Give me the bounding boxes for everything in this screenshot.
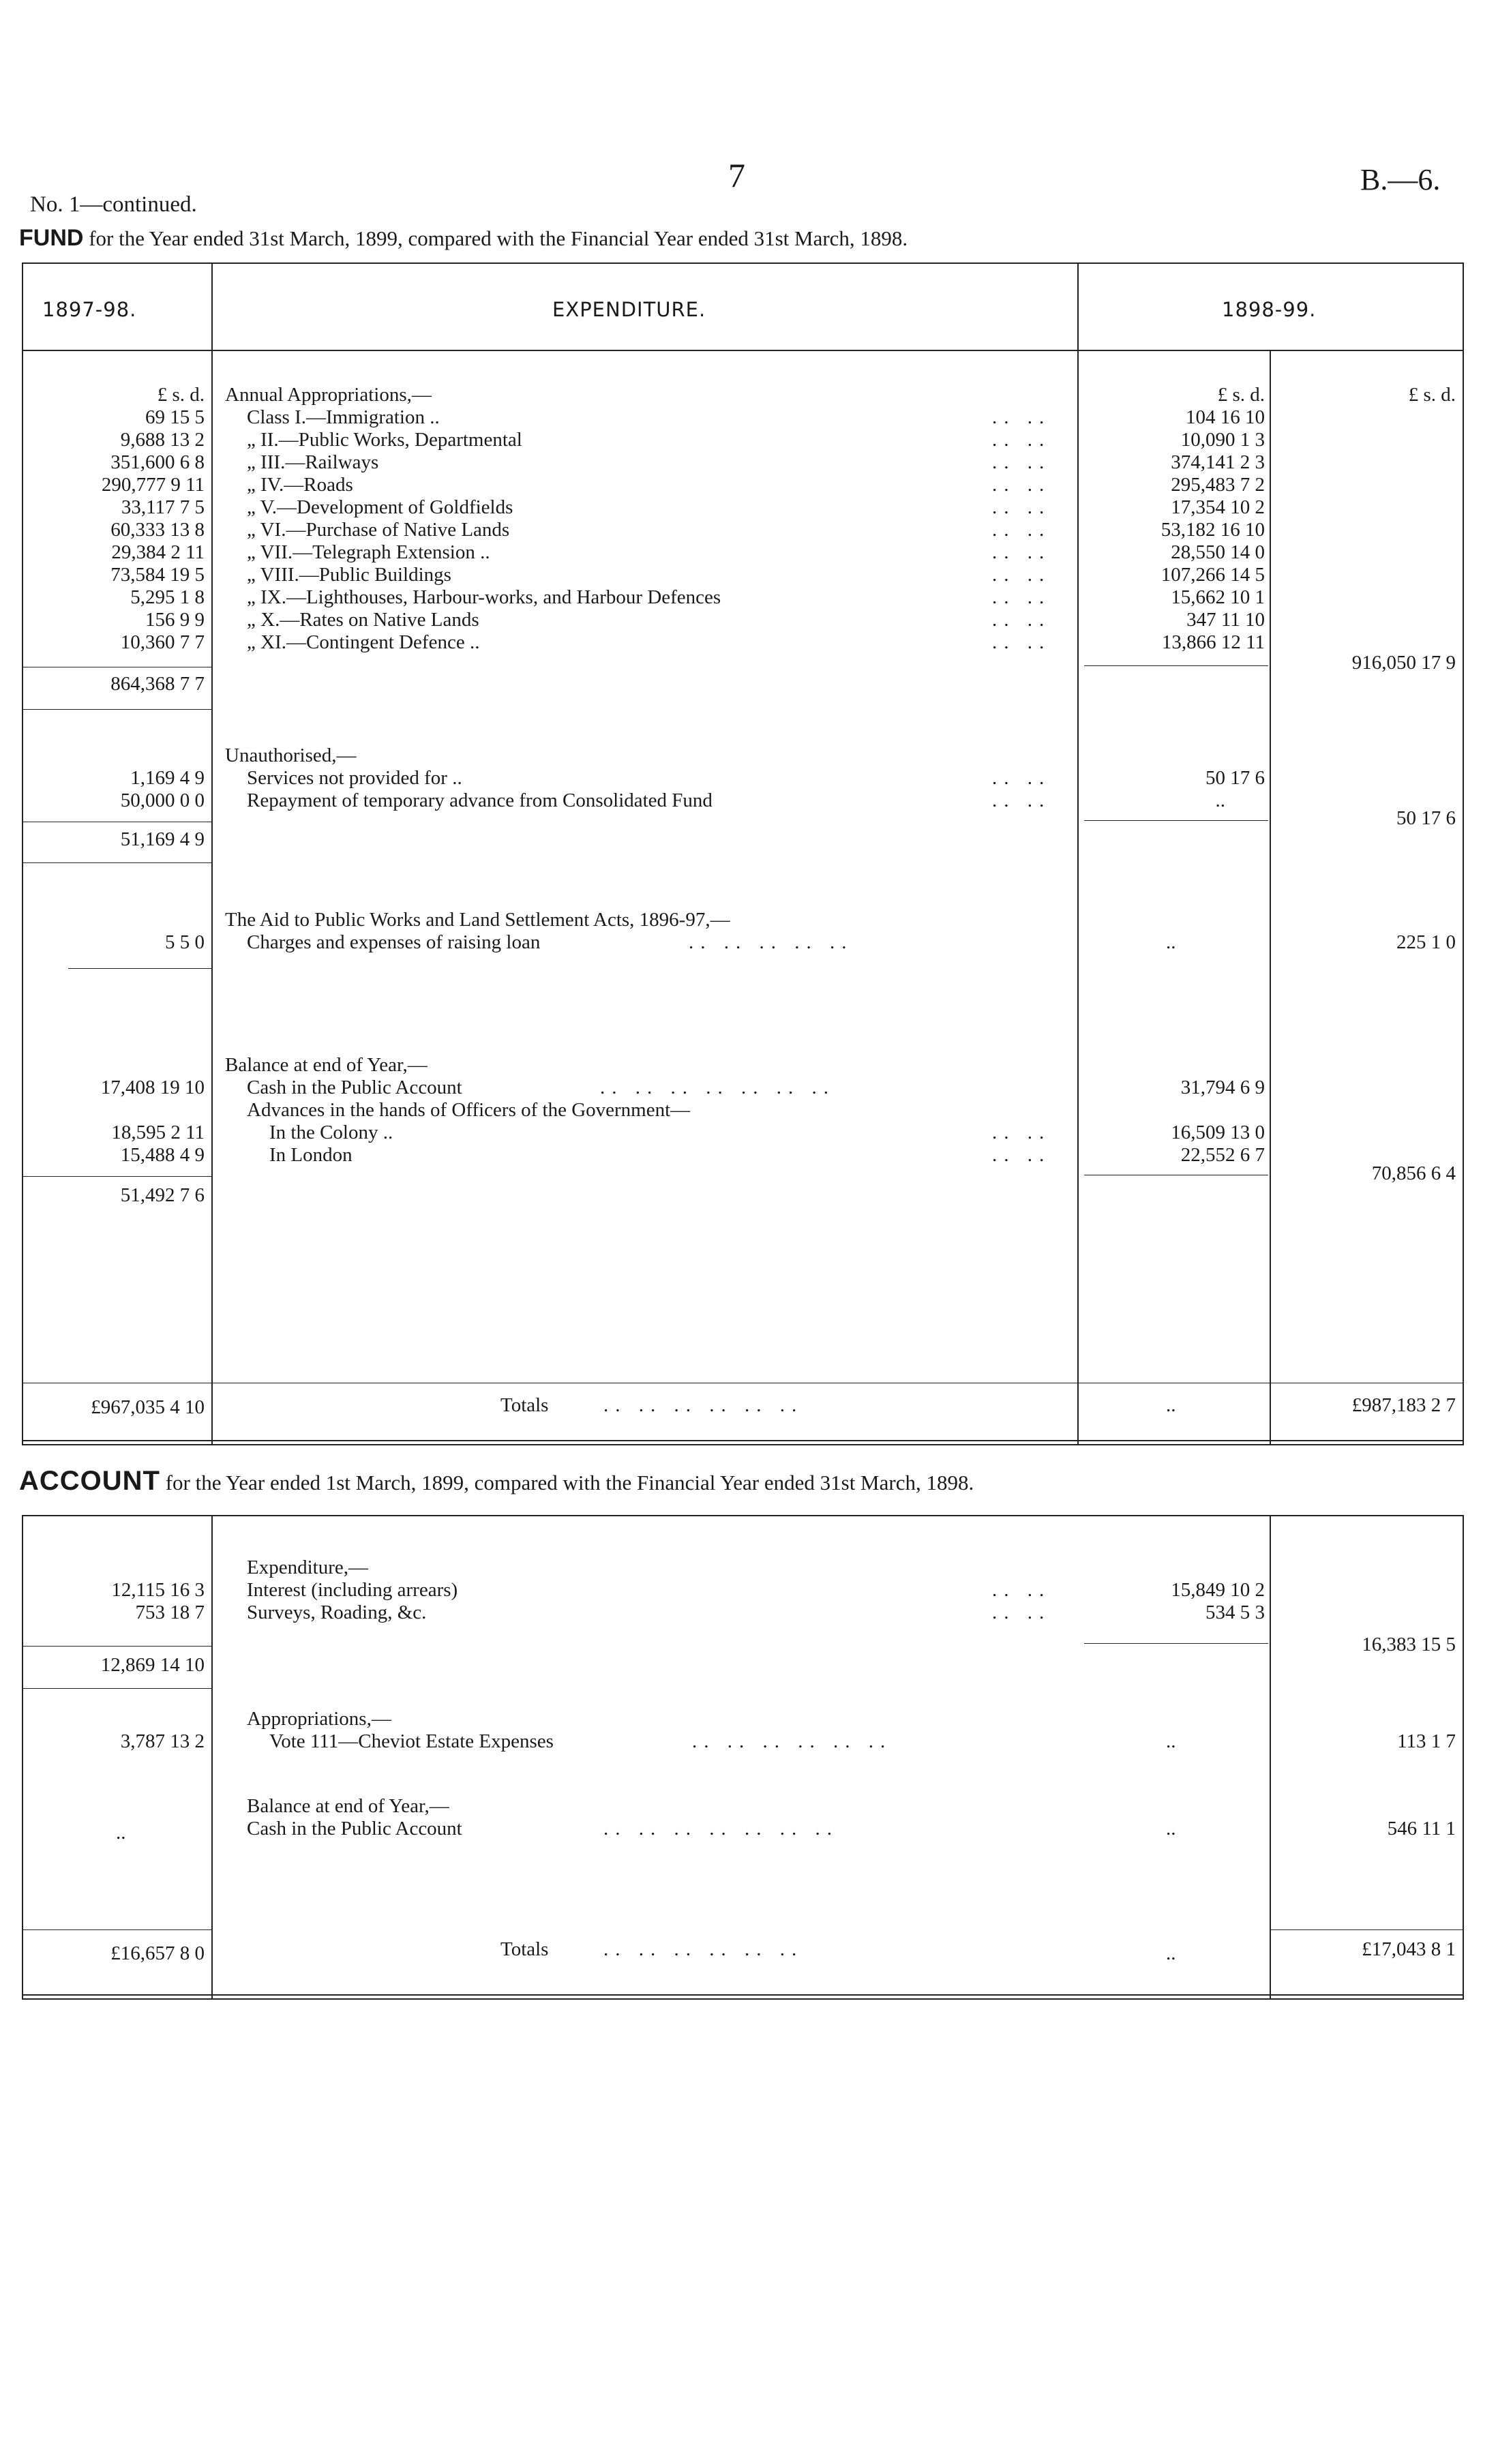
unauthorised-leader: .. .. <box>992 790 1051 811</box>
acc-expenditure-label: Interest (including arrears) <box>247 1579 458 1601</box>
annual-prev: 351,600 6 8 <box>110 451 205 473</box>
acc-expenditure-prev: 12,115 16 3 <box>111 1579 205 1601</box>
annual-cur: 53,182 16 10 <box>1160 519 1265 541</box>
balance-prev-total: 51,492 7 6 <box>120 1184 205 1206</box>
annual-cur: 107,266 14 5 <box>1160 564 1265 586</box>
account-title-rest: for the Year ended 1st March, 1899, compared with the Financial Year ended 31st March, 1898. <box>165 1471 974 1494</box>
acc-totals-prev: £16,657 8 0 <box>110 1942 205 1964</box>
balance-advance-leader: .. .. <box>992 1144 1051 1166</box>
annual-cur: 104 16 10 <box>1186 406 1265 428</box>
unauthorised-cur: 50 17 6 <box>1205 767 1265 789</box>
unauthorised-cur-total: 50 17 6 <box>1396 807 1456 829</box>
annual-cur: 10,090 1 3 <box>1180 429 1265 451</box>
acc-totals-leader: .. .. .. .. .. .. <box>603 1938 804 1960</box>
unauthorised-prev: 1,169 4 9 <box>130 767 205 789</box>
annual-prev: 29,384 2 11 <box>111 541 205 563</box>
annual-label: „ IV.—Roads <box>247 474 353 496</box>
annual-cur: 295,483 7 2 <box>1171 474 1265 496</box>
balance-cur-total: 70,856 6 4 <box>1371 1162 1456 1184</box>
acc-expenditure-cur: 534 5 3 <box>1205 1602 1265 1623</box>
annual-prev-total: 864,368 7 7 <box>110 673 205 695</box>
fund-totals-cur: £987,183 2 7 <box>1351 1394 1456 1416</box>
annual-label: „ IX.—Lighthouses, Harbour-works, and Harbour Defences <box>247 586 721 608</box>
annual-prev: 290,777 9 11 <box>101 474 205 496</box>
annual-leader: .. .. <box>992 429 1051 451</box>
annual-leader: .. .. <box>992 451 1051 473</box>
fund-totals-mid: .. <box>1166 1394 1176 1416</box>
acc-appropriations-mid: .. <box>1166 1730 1176 1752</box>
annual-leader: .. .. <box>992 406 1051 428</box>
acc-expenditure-leader: .. .. <box>992 1579 1051 1601</box>
acc-balance-mid: .. <box>1166 1818 1176 1839</box>
acc-totals-cur: £17,043 8 1 <box>1362 1938 1456 1960</box>
units-far: £ s. d. <box>1408 384 1456 406</box>
acc-appropriations-leader: .. .. .. .. .. .. <box>692 1730 893 1752</box>
annual-heading: Annual Appropriations,— <box>225 384 432 406</box>
balance-cash-leader: .. .. .. .. .. .. .. <box>600 1077 835 1098</box>
annual-leader: .. .. <box>992 609 1051 631</box>
annual-leader: .. .. <box>992 474 1051 496</box>
balance-advance-label: In London <box>269 1144 353 1166</box>
acc-expenditure-heading: Expenditure,— <box>247 1557 368 1578</box>
annual-prev: 73,584 19 5 <box>110 564 205 586</box>
annual-label: „ VII.—Telegraph Extension .. <box>247 541 490 563</box>
acc-balance-label: Cash in the Public Account <box>247 1818 462 1839</box>
annual-prev: 69 15 5 <box>145 406 205 428</box>
annual-label: „ VIII.—Public Buildings <box>247 564 451 586</box>
units-prev: £ s. d. <box>157 384 205 406</box>
aid-cur: .. <box>1166 931 1176 953</box>
acc-appropriations-prev: 3,787 13 2 <box>120 1730 205 1752</box>
annual-prev: 60,333 13 8 <box>110 519 205 541</box>
document-code: B.—6. <box>1360 163 1441 196</box>
acc-expenditure-cur-total: 16,383 15 5 <box>1362 1634 1456 1655</box>
acc-appropriations-heading: Appropriations,— <box>247 1708 391 1730</box>
balance-heading: Balance at end of Year,— <box>225 1054 428 1076</box>
balance-advance-prev: 18,595 2 11 <box>111 1122 205 1143</box>
unauthorised-cur: .. <box>1215 790 1225 811</box>
acc-expenditure-cur: 15,849 10 2 <box>1171 1579 1265 1601</box>
units-mid: £ s. d. <box>1217 384 1265 406</box>
balance-advance-leader: .. .. <box>992 1122 1051 1143</box>
account-title <box>19 1466 974 1497</box>
annual-label: „ II.—Public Works, Departmental <box>247 429 522 451</box>
continuation-label: No. 1—continued. <box>30 192 197 217</box>
annual-cur: 15,662 10 1 <box>1171 586 1265 608</box>
annual-leader: .. .. <box>992 496 1051 518</box>
unauthorised-label: Services not provided for .. <box>247 767 462 789</box>
col-header-1897: 1897-98. <box>42 298 137 321</box>
annual-cur: 17,354 10 2 <box>1171 496 1265 518</box>
acc-totals-mid: .. <box>1166 1942 1176 1964</box>
balance-advance-label: In the Colony .. <box>269 1122 393 1143</box>
unauthorised-prev: 50,000 0 0 <box>120 790 205 811</box>
aid-leader: .. .. .. .. .. <box>689 931 854 953</box>
acc-balance-cur: 546 11 1 <box>1387 1818 1456 1839</box>
annual-prev: 9,688 13 2 <box>120 429 205 451</box>
annual-prev: 156 9 9 <box>145 609 205 631</box>
aid-label: Charges and expenses of raising loan <box>247 931 541 953</box>
acc-expenditure-prev: 753 18 7 <box>135 1602 205 1623</box>
annual-label: „ V.—Development of Goldfields <box>247 496 513 518</box>
annual-label: Class I.—Immigration .. <box>247 406 440 428</box>
annual-leader: .. .. <box>992 564 1051 586</box>
balance-advances-heading: Advances in the hands of Officers of the Government— <box>247 1099 691 1121</box>
page-number: 7 <box>728 156 745 194</box>
balance-advance-prev: 15,488 4 9 <box>120 1144 205 1166</box>
annual-leader: .. .. <box>992 586 1051 608</box>
acc-appropriations-cur: 113 1 7 <box>1397 1730 1456 1752</box>
annual-prev: 5,295 1 8 <box>130 586 205 608</box>
fund-totals-label: Totals <box>500 1394 549 1416</box>
acc-totals-label: Totals <box>500 1938 549 1960</box>
balance-cash-prev: 17,408 19 10 <box>100 1077 205 1098</box>
acc-balance-leader: .. .. .. .. .. .. .. <box>603 1818 839 1839</box>
annual-cur: 347 11 10 <box>1186 609 1265 631</box>
fund-totals-prev: £967,035 4 10 <box>91 1396 205 1418</box>
balance-cash-cur: 31,794 6 9 <box>1180 1077 1265 1098</box>
annual-prev: 10,360 7 7 <box>120 631 205 653</box>
acc-balance-heading: Balance at end of Year,— <box>247 1795 449 1817</box>
aid-cur-total: 225 1 0 <box>1396 931 1456 953</box>
unauthorised-leader: .. .. <box>992 767 1051 789</box>
acc-appropriations-label: Vote 111—Cheviot Estate Expenses <box>269 1730 554 1752</box>
annual-label: „ XI.—Contingent Defence .. <box>247 631 480 653</box>
annual-label: „ III.—Railways <box>247 451 379 473</box>
balance-cash-label: Cash in the Public Account <box>247 1077 462 1098</box>
annual-leader: .. .. <box>992 541 1051 563</box>
acc-balance-prev: .. <box>116 1822 126 1844</box>
account-title-lead: ACCOUNT <box>19 1466 160 1496</box>
annual-leader: .. .. <box>992 631 1051 653</box>
annual-leader: .. .. <box>992 519 1051 541</box>
annual-prev: 33,117 7 5 <box>121 496 205 518</box>
annual-cur-total: 916,050 17 9 <box>1351 652 1456 674</box>
fund-title-lead: FUND <box>19 225 84 251</box>
fund-title-rest: for the Year ended 31st March, 1899, compared with the Financial Year ended 31st March, 1898. <box>89 226 908 250</box>
balance-advance-cur: 22,552 6 7 <box>1180 1144 1265 1166</box>
fund-totals-leader: .. .. .. .. .. .. <box>603 1394 804 1416</box>
fund-title <box>19 225 908 252</box>
unauthorised-prev-total: 51,169 4 9 <box>120 828 205 850</box>
balance-advance-cur: 16,509 13 0 <box>1171 1122 1265 1143</box>
annual-cur: 13,866 12 11 <box>1161 631 1265 653</box>
annual-cur: 374,141 2 3 <box>1171 451 1265 473</box>
aid-prev: 5 5 0 <box>165 931 205 953</box>
aid-heading: The Aid to Public Works and Land Settlement Acts, 1896-97,— <box>225 909 730 931</box>
acc-expenditure-label: Surveys, Roading, &c. <box>247 1602 427 1623</box>
unauthorised-heading: Unauthorised,— <box>225 745 357 766</box>
acc-expenditure-prev-total: 12,869 14 10 <box>100 1654 205 1676</box>
annual-cur: 28,550 14 0 <box>1171 541 1265 563</box>
annual-label: „ VI.—Purchase of Native Lands <box>247 519 510 541</box>
acc-expenditure-leader: .. .. <box>992 1602 1051 1623</box>
col-header-expenditure: EXPENDITURE. <box>552 298 706 321</box>
unauthorised-label: Repayment of temporary advance from Consolidated Fund <box>247 790 713 811</box>
col-header-1898: 1898-99. <box>1222 298 1317 321</box>
annual-label: „ X.—Rates on Native Lands <box>247 609 479 631</box>
